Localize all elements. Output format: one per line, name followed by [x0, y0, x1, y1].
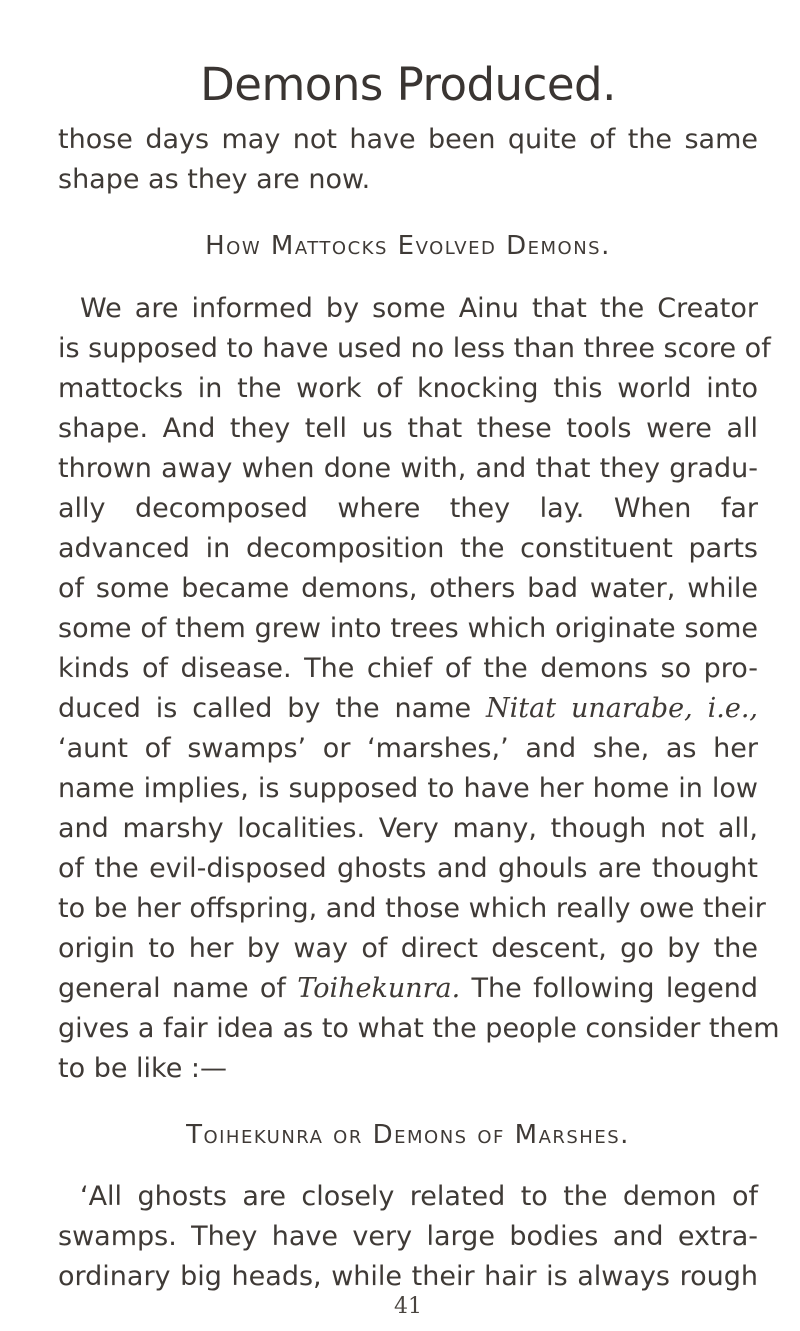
text-line: shape. And they tell us that these tools were all	[58, 413, 758, 444]
text-line: is supposed to have used no less than three score of	[58, 333, 771, 364]
section-heading: How Mattocks Evolved Demons.	[205, 231, 611, 261]
text-line: ordinary big heads, while their hair is always rough	[58, 1261, 758, 1292]
text-line: shape as they are now.	[58, 164, 371, 195]
text-line: kinds of disease. The chief of the demons so pro-	[58, 653, 758, 684]
text-line: name implies, is supposed to have her home in low	[58, 773, 758, 804]
text-line: of some became demons, others bad water, while	[58, 573, 758, 604]
text-line: swamps. They have very large bodies and extra-	[58, 1221, 758, 1252]
book-page	[58, 0, 780, 1331]
italic-term: Toihekunra.	[297, 973, 461, 1004]
italic-term: Nitat unarabe, i.e.,	[486, 693, 758, 724]
text-line: We are informed by some Ainu that the Creator	[80, 293, 758, 324]
text-line: origin to her by way of direct descent, go by the	[58, 933, 758, 964]
text-line: of the evil-disposed ghosts and ghouls are thought	[58, 853, 758, 884]
text-line: mattocks in the work of knocking this world into	[58, 373, 758, 404]
text-line: ‘All ghosts are closely related to the demon of	[80, 1181, 758, 1212]
text-line: gives a fair idea as to what the people consider them	[58, 1013, 780, 1044]
text-line	[58, 691, 758, 727]
text-line: those days may not have been quite of the same	[58, 124, 758, 155]
text-line: and marshy localities. Very many, though not all,	[58, 813, 758, 844]
text-run: duced is called by the name	[58, 693, 487, 724]
page-number: 41	[394, 1294, 422, 1319]
running-head: Demons Produced.	[200, 58, 616, 111]
text-line: some of them grew into trees which originate some	[58, 613, 758, 644]
text-line: ‘aunt of swamps’ or ‘marshes,’ and she, as her	[58, 733, 758, 764]
text-line: thrown away when done with, and that they gradu-	[58, 453, 758, 484]
text-run: The following legend	[460, 973, 758, 1004]
text-line: ally decomposed where they lay. When far	[58, 493, 758, 524]
text-run: general name of	[58, 973, 298, 1004]
text-line: to be her offspring, and those which really owe their	[58, 893, 766, 924]
text-line	[58, 971, 758, 1007]
section-heading: Toihekunra or Demons of Marshes.	[186, 1120, 630, 1150]
text-line: advanced in decomposition the constituent parts	[58, 533, 758, 564]
text-line: to be like :—	[58, 1053, 227, 1084]
